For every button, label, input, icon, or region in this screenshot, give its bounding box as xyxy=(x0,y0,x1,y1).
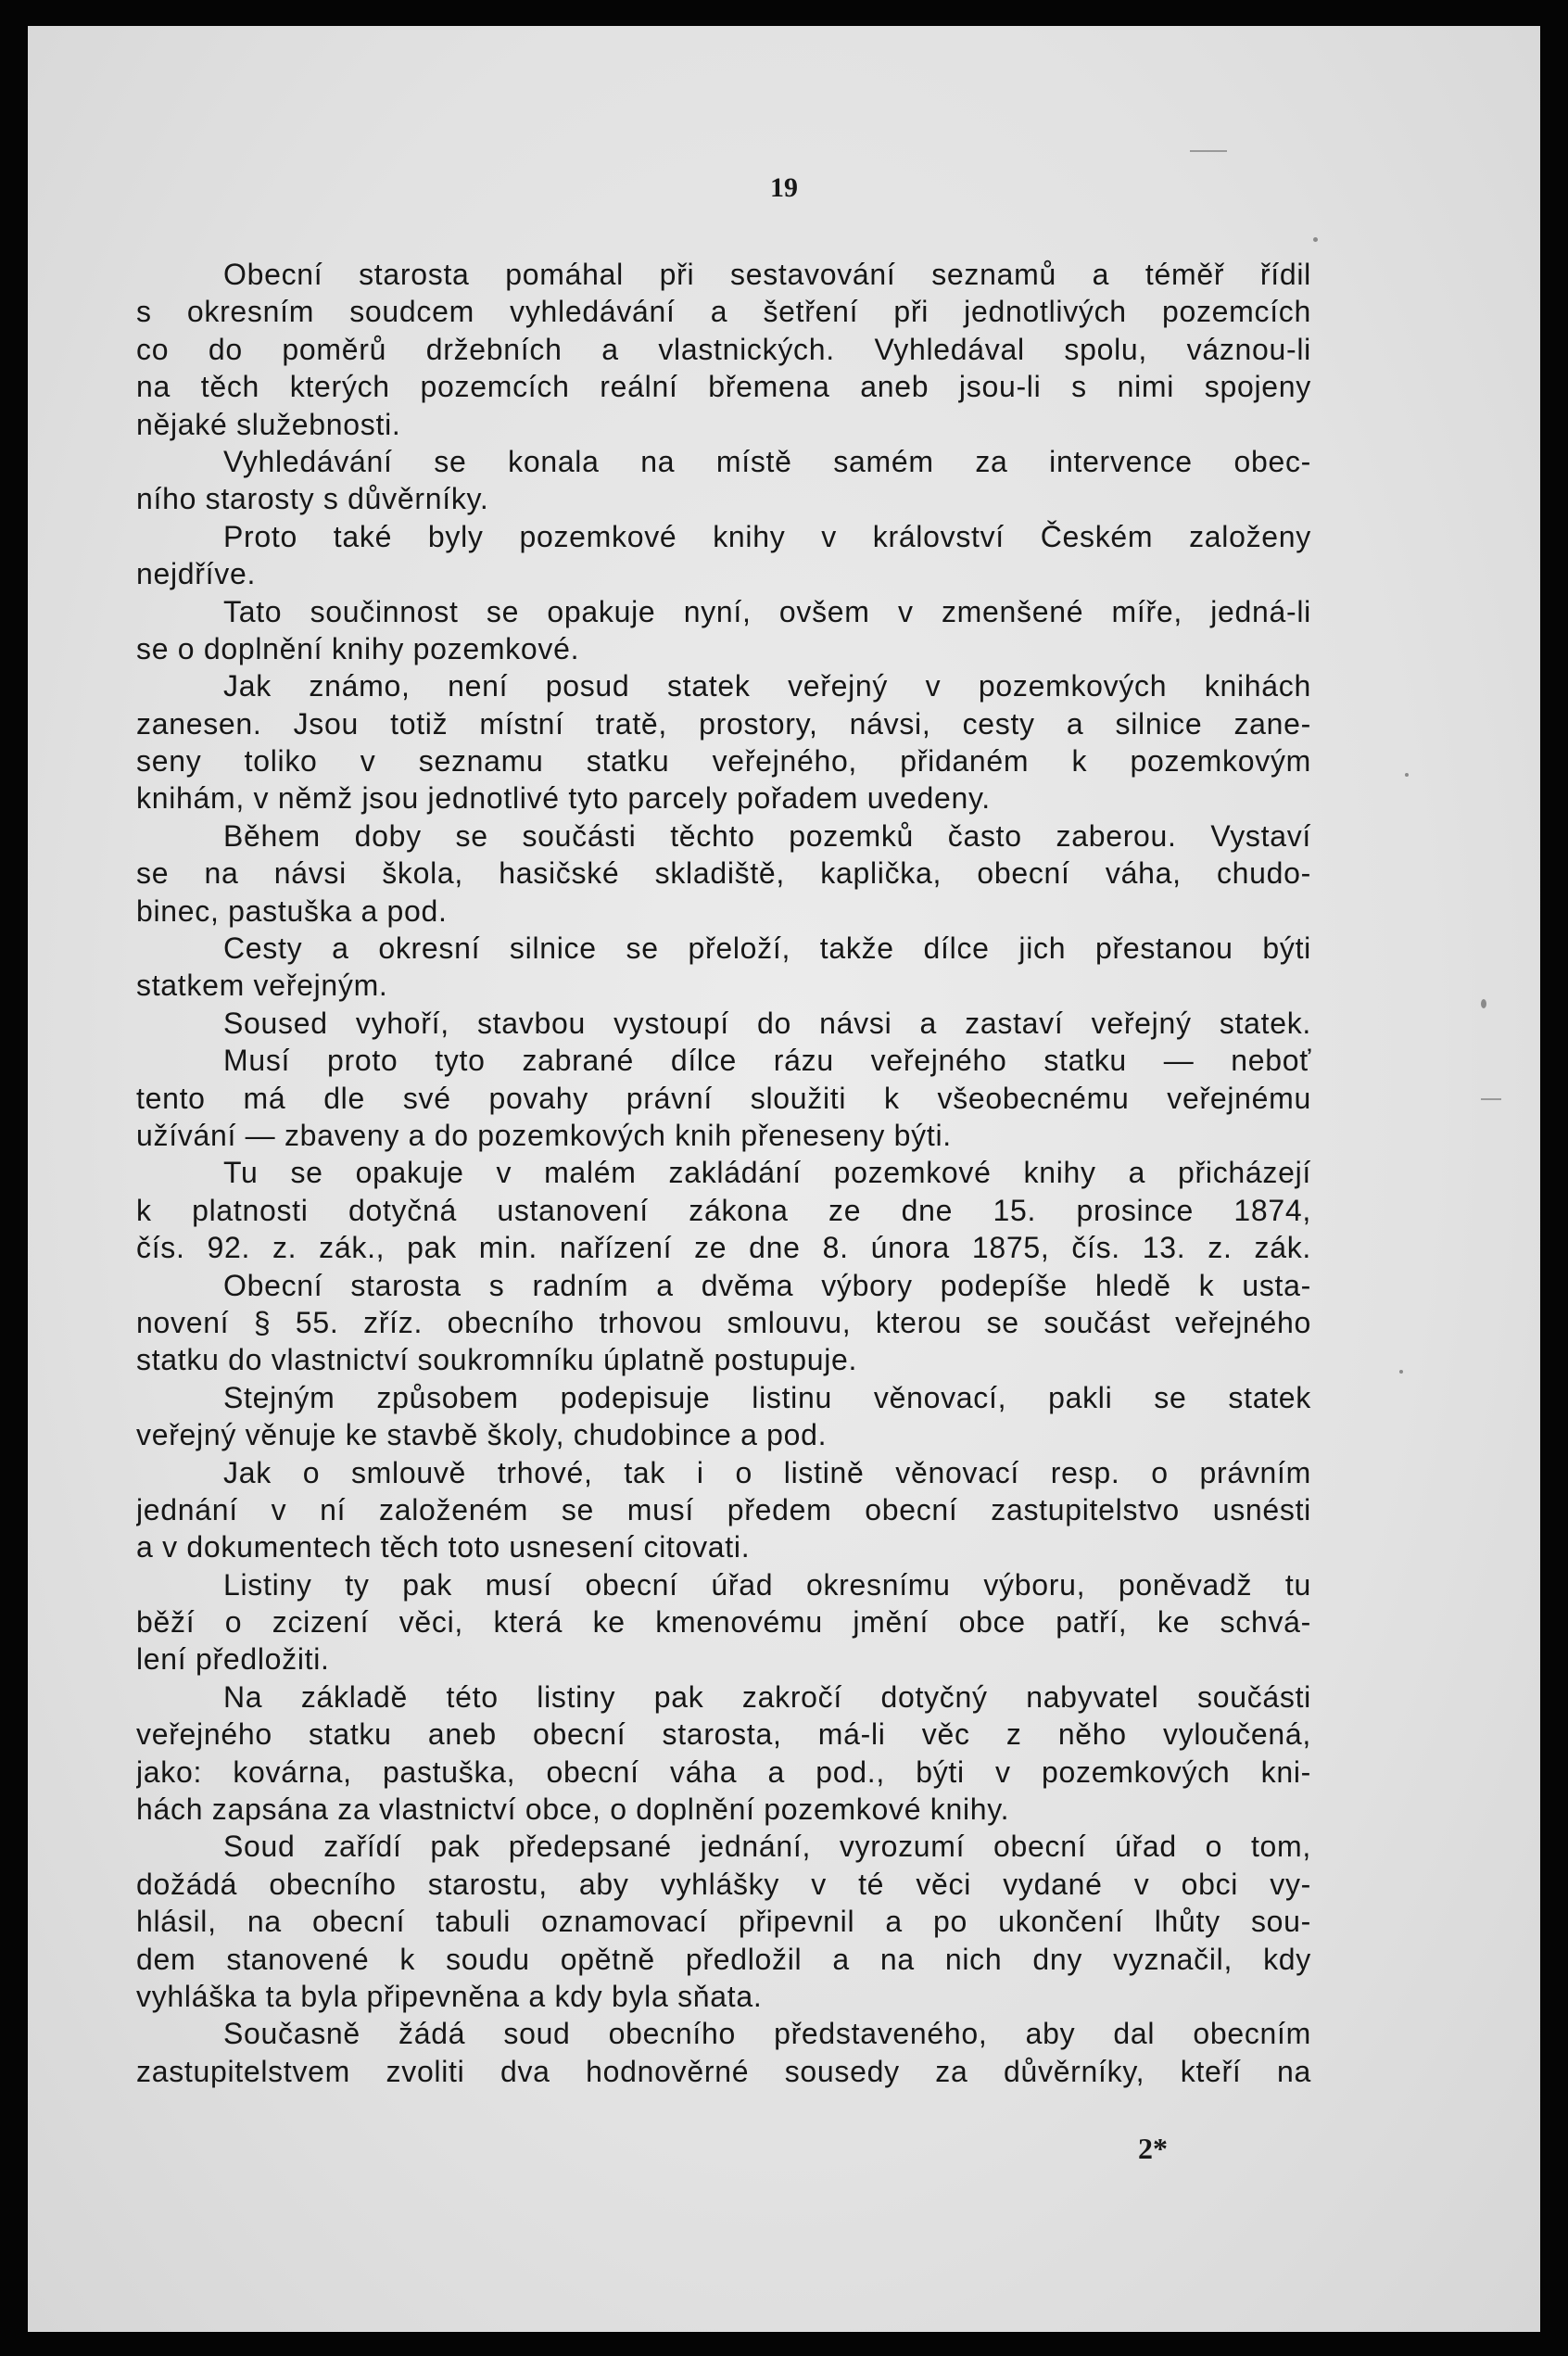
text-line: Obecní starosta s radním a dvěma výbory podepíše hledě k usta- xyxy=(223,1268,1311,1302)
signature-mark: 2* xyxy=(1138,2132,1168,2165)
text-line: Cesty a okresní silnice se přeloží, takže dílce jich přestanou býti xyxy=(223,931,1311,966)
text-line: dožádá obecního starostu, aby vyhlášky v té věci vydané v obci vy- xyxy=(136,1867,1311,1901)
text-line: jako: kovárna, pastuška, obecní váha a pod., býti v pozemkových kni- xyxy=(136,1754,1311,1789)
paper-mark xyxy=(1481,1098,1501,1100)
text-line: Tu se opakuje v malém zakládání pozemkové knihy a přicházejí xyxy=(223,1156,1311,1190)
text-line: knihám, v němž jsou jednotlivé tyto parcely pořadem uvedeny. xyxy=(136,781,991,816)
text-line: ního starosty s důvěrníky. xyxy=(136,482,489,516)
text-line: jednání v ní založeném se musí předem obecní zastupitelstvo usnésti xyxy=(136,1492,1311,1526)
text-line: dem stanovené k soudu opětně předložil a na nich dny vyznačil, kdy xyxy=(136,1942,1311,1976)
text-line: Listiny ty pak musí obecní úřad okresnímu výboru, poněvadž tu xyxy=(223,1567,1311,1602)
text-line: veřejný věnuje ke stavbě školy, chudobince a pod. xyxy=(136,1418,828,1452)
text-line: Soud zařídí pak předepsané jednání, vyrozumí obecní úřad o tom, xyxy=(223,1830,1311,1864)
text-line: s okresním soudcem vyhledávání a šetření při jednotlivých pozemcích xyxy=(136,295,1311,329)
page-number: 19 xyxy=(770,172,798,203)
paper-speck xyxy=(1313,237,1318,242)
text-line: užívání — zbaveny a do pozemkových knih přeneseny býti. xyxy=(136,1118,952,1152)
text-line: vyhláška ta byla připevněna a kdy byla sňata. xyxy=(136,1979,763,2013)
text-line: se o doplnění knihy pozemkové. xyxy=(136,631,580,665)
text-line: Proto také byly pozemkové knihy v království Českém založeny xyxy=(223,519,1311,553)
text-line: hlásil, na obecní tabuli oznamovací připevnil a po ukončení lhůty sou- xyxy=(136,1905,1311,1939)
text-line: statku do vlastnictví soukromníku úplatně postupuje. xyxy=(136,1343,858,1377)
text-line: běží o zcizení věci, která ke kmenovému jmění obce patří, ke schvá- xyxy=(136,1605,1311,1640)
paper-mark xyxy=(1190,150,1227,152)
text-line: binec, pastuška a pod. xyxy=(136,893,448,928)
text-line: a v dokumentech těch toto usnesení citovati. xyxy=(136,1530,751,1564)
paper-speck xyxy=(1481,999,1486,1008)
text-line: seny toliko v seznamu statku veřejného, přidaném k pozemkovým xyxy=(136,744,1311,779)
text-line: Vyhledávání se konala na místě samém za intervence obec- xyxy=(223,444,1311,478)
text-line: Obecní starosta pomáhal při sestavování seznamů a téměř řídil xyxy=(223,258,1311,291)
text-line: zastupitelstvem zvoliti dva hodnověrné sousedy za důvěrníky, kteří na xyxy=(136,2054,1311,2088)
text-line: statkem veřejným. xyxy=(136,969,388,1003)
text-line: Stejným způsobem podepisuje listinu věnovací, pakli se statek xyxy=(223,1380,1311,1414)
text-line: lení předložiti. xyxy=(136,1642,330,1677)
text-line: Jak známo, není posud statek veřejný v pozemkových knihách xyxy=(223,669,1311,703)
text-line: čís. 92. z. zák., pak min. nařízení ze dne 8. února 1875, čís. 13. z. zák. xyxy=(136,1231,1311,1265)
text-line: Musí proto tyto zabrané dílce rázu veřejného statku — neboť xyxy=(223,1044,1311,1078)
text-line: se na návsi škola, hasičské skladiště, kaplička, obecní váha, chudo- xyxy=(136,856,1311,891)
paper-speck xyxy=(1405,773,1409,777)
paper-speck xyxy=(1399,1370,1403,1374)
text-line: Během doby se součásti těchto pozemků často zaberou. Vystaví xyxy=(223,818,1311,853)
page-text xyxy=(136,256,1311,2090)
text-line: Soused vyhoří, stavbou vystoupí do návsi a zastaví veřejný statek. xyxy=(223,1006,1311,1040)
text-line: co do poměrů držebních a vlastnických. Vyhledával spolu, váznou-li xyxy=(136,332,1311,366)
text-line: nějaké služebnosti. xyxy=(136,407,401,441)
text-line: Jak o smlouvě trhové, tak i o listině věnovací resp. o právním xyxy=(223,1455,1311,1489)
text-line: zanesen. Jsou totiž místní tratě, prostory, návsi, cesty a silnice zane- xyxy=(136,706,1311,741)
text-line: Tato součinnost se opakuje nyní, ovšem v zmenšené míře, jedná-li xyxy=(223,594,1311,628)
text-line: Současně žádá soud obecního představeného, aby dal obecním xyxy=(223,2017,1311,2051)
text-line: na těch kterých pozemcích reální břemena aneb jsou-li s nimi spojeny xyxy=(136,370,1311,404)
text-line: novení § 55. zříz. obecního trhovou smlouvu, kterou se součást veřejného xyxy=(136,1305,1311,1339)
text-line: veřejného statku aneb obecní starosta, má-li věc z něho vyloučená, xyxy=(136,1717,1311,1752)
text-line: nejdříve. xyxy=(136,557,257,591)
text-line: Na základě této listiny pak zakročí dotyčný nabyvatel součásti xyxy=(223,1679,1311,1714)
text-line: hách zapsána za vlastnictví obce, o doplnění pozemkové knihy. xyxy=(136,1792,1010,1827)
text-line: k platnosti dotyčná ustanovení zákona ze dne 15. prosince 1874, xyxy=(136,1193,1311,1227)
text-line: tento má dle své povahy právní sloužiti k všeobecnému veřejnému xyxy=(136,1081,1311,1115)
